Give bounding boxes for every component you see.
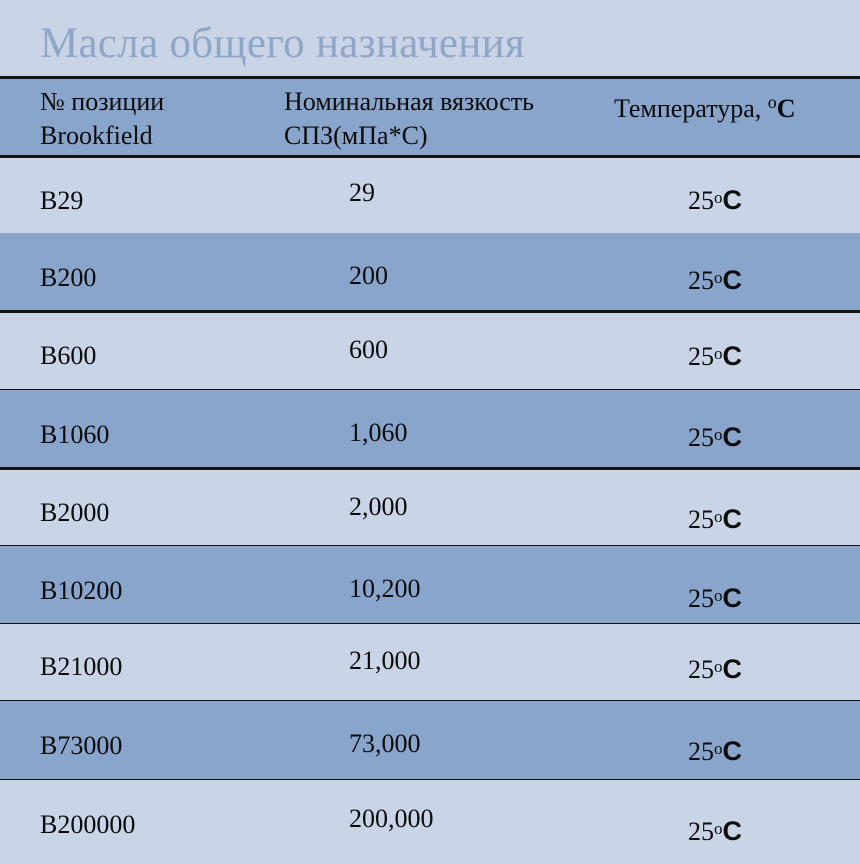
temperature-degree: о: [714, 819, 723, 838]
cell-temperature: [688, 263, 742, 296]
temperature-degree: о: [714, 586, 723, 605]
temperature-unit: C: [722, 185, 742, 215]
temperature-degree: о: [714, 188, 723, 207]
temperature-unit: C: [722, 422, 742, 452]
temperature-value: 25: [688, 266, 714, 295]
cell-position: B10200: [40, 576, 123, 605]
cell-viscosity: 200: [349, 261, 388, 290]
temperature-value: 25: [688, 186, 714, 215]
cell-viscosity: 200,000: [349, 804, 434, 833]
cell-viscosity: 600: [349, 335, 388, 364]
header-position-line1: № позиции: [40, 87, 165, 116]
cell-temperature: [688, 420, 742, 453]
cell-position: B2000: [40, 498, 110, 527]
temperature-unit: C: [722, 816, 742, 846]
temperature-value: 25: [688, 655, 714, 684]
temperature-degree: о: [714, 507, 723, 526]
header-temperature-degree: о: [767, 92, 777, 112]
cell-temperature: [688, 652, 742, 685]
temperature-degree: о: [714, 425, 723, 444]
temperature-unit: C: [722, 736, 742, 766]
temperature-degree: о: [714, 657, 723, 676]
temperature-unit: C: [722, 654, 742, 684]
table-header: [0, 76, 860, 158]
table-row: [0, 233, 860, 313]
cell-viscosity: 29: [349, 178, 375, 207]
temperature-degree: о: [714, 739, 723, 758]
table-row: [0, 470, 860, 548]
cell-position: B73000: [40, 731, 123, 760]
cell-temperature: [688, 502, 742, 535]
cell-position: B1060: [40, 420, 110, 449]
cell-temperature: [688, 581, 742, 614]
table-row: [0, 158, 860, 236]
temperature-value: 25: [688, 505, 714, 534]
cell-position: B29: [40, 186, 84, 215]
temperature-value: 25: [688, 584, 714, 613]
table-row: [0, 546, 860, 626]
cell-temperature: [688, 734, 742, 767]
header-temperature-label: Температура,: [614, 94, 768, 123]
header-viscosity: [284, 85, 534, 153]
header-viscosity-line2: СПЗ(мПа*С): [284, 121, 428, 150]
page-title: Масла общего назначения: [40, 20, 525, 67]
cell-temperature: [688, 183, 742, 216]
cell-viscosity: 73,000: [349, 729, 421, 758]
temperature-unit: C: [722, 504, 742, 534]
table-row: [0, 701, 860, 782]
table-body: [0, 158, 860, 864]
temperature-value: 25: [688, 817, 714, 846]
temperature-degree: о: [714, 268, 723, 287]
cell-position: B600: [40, 341, 97, 370]
cell-viscosity: 2,000: [349, 492, 408, 521]
temperature-degree: о: [714, 344, 723, 363]
table-row: [0, 390, 860, 470]
temperature-unit: C: [722, 583, 742, 613]
header-temperature: [614, 85, 796, 126]
table-row: [0, 313, 860, 392]
header-position: [40, 85, 164, 153]
temperature-value: 25: [688, 342, 714, 371]
table-row: [0, 780, 860, 864]
cell-viscosity: 10,200: [349, 574, 421, 603]
cell-position: B200: [40, 263, 97, 292]
temperature-unit: C: [722, 341, 742, 371]
temperature-value: 25: [688, 737, 714, 766]
cell-viscosity: 1,060: [349, 418, 408, 447]
table-row: [0, 624, 860, 703]
header-viscosity-line1: Номинальная вязкость: [284, 87, 534, 116]
cell-viscosity: 21,000: [349, 646, 421, 675]
cell-temperature: [688, 814, 742, 847]
header-position-line2: Brookfield: [40, 121, 153, 150]
temperature-unit: C: [722, 265, 742, 295]
temperature-value: 25: [688, 423, 714, 452]
cell-temperature: [688, 339, 742, 372]
header-temperature-unit: C: [776, 94, 796, 123]
cell-position: B200000: [40, 810, 136, 839]
cell-position: B21000: [40, 652, 123, 681]
